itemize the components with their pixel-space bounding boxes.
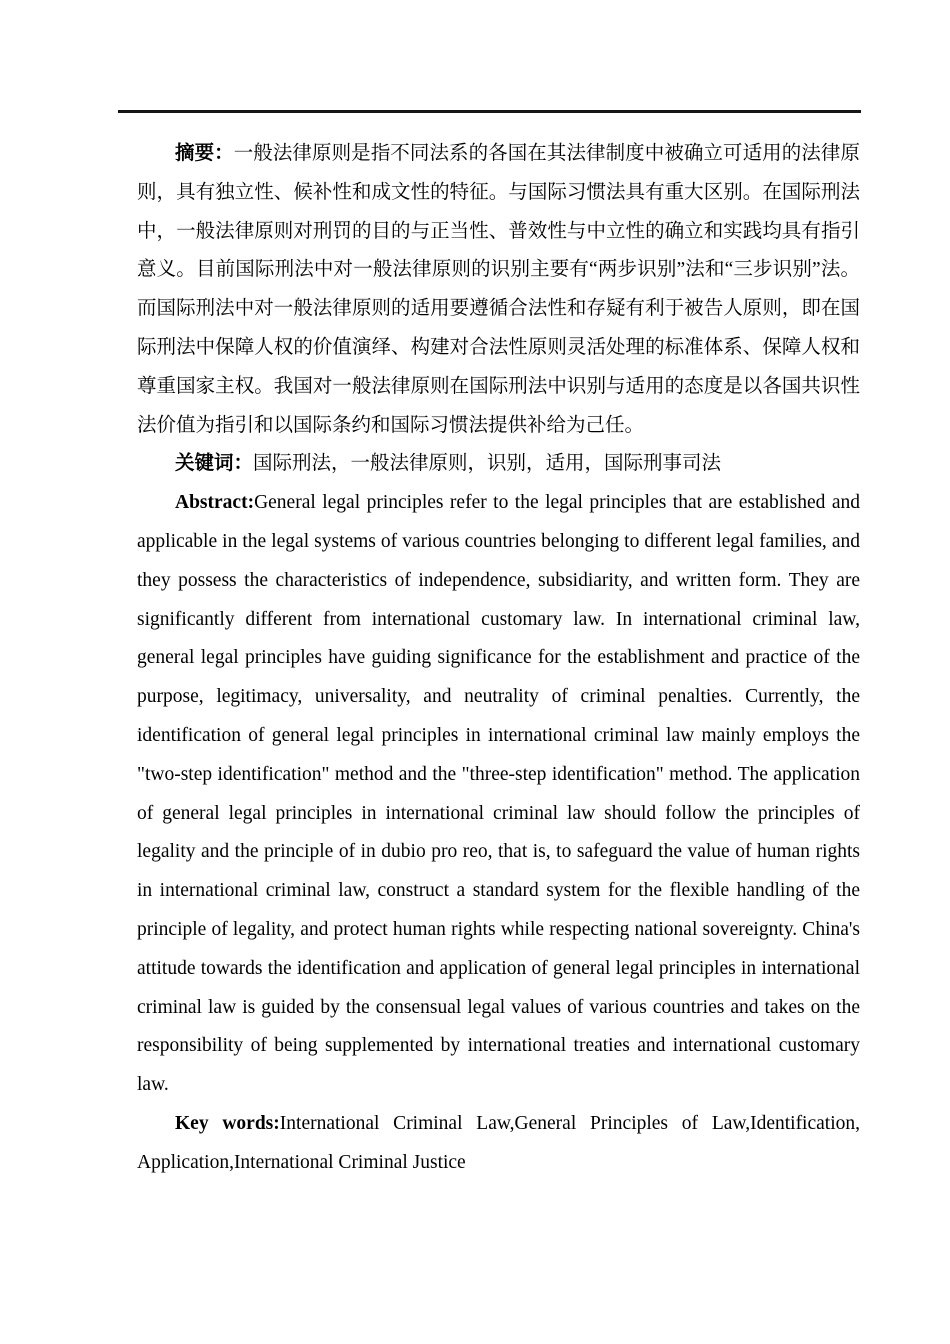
- english-keywords-paragraph: [137, 1105, 860, 1183]
- chinese-keywords-paragraph: [137, 445, 860, 484]
- chinese-keywords-text: 国际刑法，一般法律原则，识别，适用，国际刑事司法: [253, 453, 722, 475]
- english-abstract-paragraph: [137, 484, 860, 1105]
- chinese-keywords-label: 关键词：: [175, 453, 254, 475]
- english-abstract-text: General legal principles refer to the legal principles that are established and applicable in the legal systems of various countries belonging to different legal families, and they possess the characteristics of independence, subsidiarity, and written form. They are significantly different from international customary law. In international criminal law, general legal principles have guiding significance for the establishment and practice of the purpose, legitimacy, universality, and neutrality of criminal penalties. Currently, the identification of general legal principles in international criminal law mainly employs the "two-step identification" method and the "three-step identification" method. The application of general legal principles in international criminal law should follow the principles of legality and the principle of in dubio pro reo, that is, to safeguard the value of human rights in international criminal law, construct a standard system for the flexible handling of the principle of legality, and protect human rights while respecting national sovereignty. China's attitude towards the identification and application of general legal principles in international criminal law is guided by the consensual legal values of various countries and takes on the responsibility of being supplemented by international treaties and international customary law.: [137, 492, 860, 1096]
- english-keywords-text: International Criminal Law,General Principles of Law,Identification, Application,International Criminal Justice: [137, 1112, 860, 1173]
- page-content: [137, 135, 860, 1183]
- header-rule: [118, 110, 861, 113]
- chinese-abstract-paragraph: [137, 135, 860, 445]
- chinese-abstract-label: 摘要：: [175, 143, 234, 164]
- english-abstract-label: Abstract:: [175, 492, 255, 514]
- chinese-abstract-text: 一般法律原则是指不同法系的各国在其法律制度中被确立可适用的法律原则，具有独立性、候补性和成文性的特征。与国际习惯法具有重大区别。在国际刑法中，一般法律原则对刑罚的目的与正当性、普效性与中立性的确立和实践均具有指引意义。目前国际刑法中对一般法律原则的识别主要有“两步识别”法和“三步识别”法。而国际刑法中对一般法律原则的适用要遵循合法性和存疑有利于被告人原则，即在国际刑法中保障人权的价值演绎、构建对合法性原则灵活处理的标准体系、保障人权和尊重国家主权。我国对一般法律原则在国际刑法中识别与适用的态度是以各国共识性法价值为指引和以国际条约和国际习惯法提供补给为己任。: [137, 143, 860, 436]
- english-keywords-label: Key words:: [175, 1112, 280, 1134]
